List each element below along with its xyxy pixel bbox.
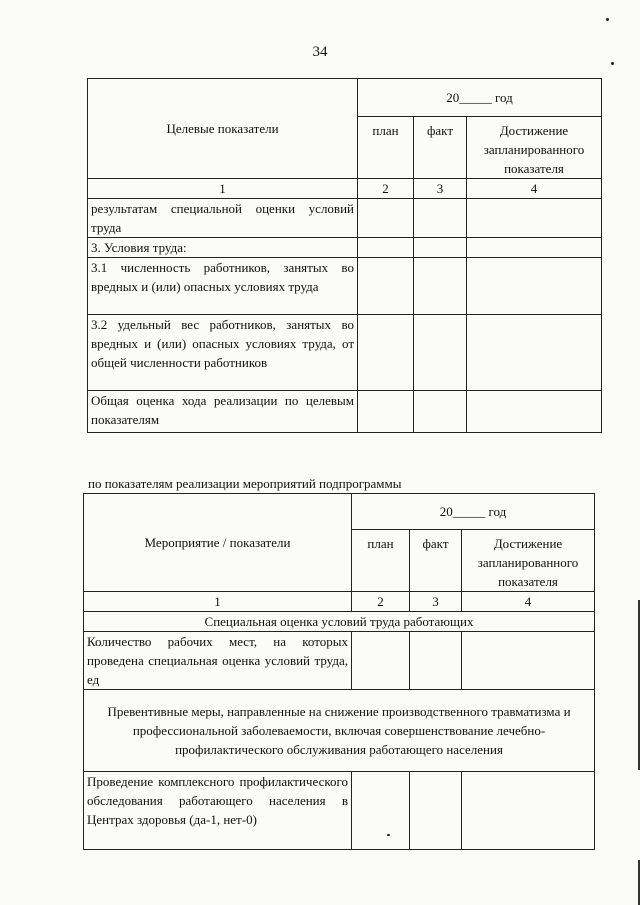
col-number-4: 4: [462, 592, 595, 612]
col-number-1: 1: [88, 179, 358, 199]
activities-table: [83, 493, 595, 850]
col-number-1: 1: [84, 592, 352, 612]
section-sout: Специальная оценка условий труда работающих: [84, 612, 595, 632]
col-fact: факт: [414, 117, 467, 179]
header-year: 20_____ год: [358, 79, 602, 117]
scan-speck: [387, 834, 390, 836]
header-indicator: Целевые показатели: [88, 79, 358, 179]
col-fact: факт: [410, 530, 462, 592]
row-working-conditions: 3. Условия труда:: [88, 238, 358, 258]
row-sout-results: результатам специальной оценки условий труда: [88, 199, 358, 238]
page-number: 34: [312, 44, 328, 60]
col-plan: план: [352, 530, 410, 592]
section-preventive-measures: Превентивные меры, направленные на снижение производственного травматизма и профессиональной заболеваемости, включая совершенствование лечебно-профилактического обслуживания работающего населения: [84, 690, 595, 772]
col-achievement: Достижение запланированного показателя: [462, 530, 595, 592]
col-number-2: 2: [358, 179, 414, 199]
target-indicators-table: [87, 78, 602, 433]
row-harmful-workers-share: 3.2 удельный вес работников, занятых во вредных и (или) опасных условиях труда, от общей численности работников: [88, 315, 358, 391]
row-workplaces-assessed: Количество рабочих мест, на которых проведена специальная оценка условий труда, ед: [84, 632, 352, 690]
col-plan: план: [358, 117, 414, 179]
scan-speck: [606, 18, 609, 21]
col-achievement: Достижение запланированного показателя: [467, 117, 602, 179]
col-number-4: 4: [467, 179, 602, 199]
col-number-2: 2: [352, 592, 410, 612]
row-health-center-examination: Проведение комплексного профилактического обследования работающего населения в Центрах здоровья (да-1, нет-0): [84, 772, 352, 850]
col-number-3: 3: [414, 179, 467, 199]
header-activity: Мероприятие / показатели: [84, 494, 352, 592]
row-overall-assessment: Общая оценка хода реализации по целевым показателям: [88, 391, 358, 433]
row-harmful-workers-count: 3.1 численность работников, занятых во вредных и (или) опасных условиях труда: [88, 258, 358, 315]
scan-speck: [611, 62, 614, 65]
header-year: 20_____ год: [352, 494, 595, 530]
table2-caption: по показателям реализации мероприятий подпрограммы: [88, 476, 402, 491]
col-number-3: 3: [410, 592, 462, 612]
